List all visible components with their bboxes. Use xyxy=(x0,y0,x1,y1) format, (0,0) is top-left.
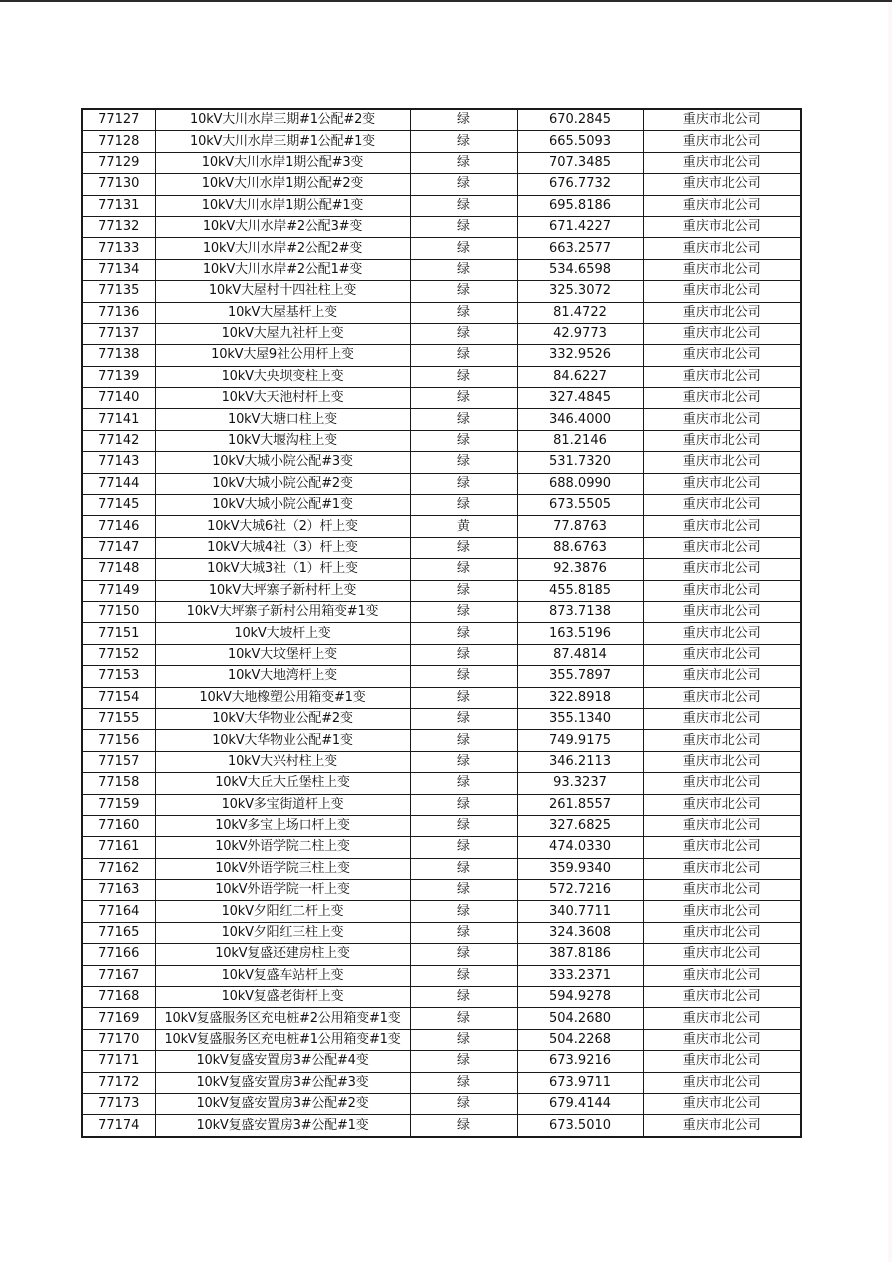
cell-warning-level: 绿 xyxy=(410,345,517,366)
table-row xyxy=(82,259,801,280)
cell-value: 474.0330 xyxy=(517,837,643,858)
cell-warning-level: 绿 xyxy=(410,708,517,729)
cell-transformer-name: 10kV大川水岸#2公配1#变 xyxy=(155,259,410,280)
cell-warning-level: 绿 xyxy=(410,131,517,152)
cell-transformer-name: 10kV复盛车站杆上变 xyxy=(155,965,410,986)
cell-value: 673.5010 xyxy=(517,1115,643,1137)
cell-id: 77143 xyxy=(82,452,155,473)
cell-warning-level: 绿 xyxy=(410,195,517,216)
cell-value: 688.0990 xyxy=(517,473,643,494)
cell-value: 81.4722 xyxy=(517,302,643,323)
table-row xyxy=(82,730,801,751)
cell-company: 重庆市北公司 xyxy=(643,323,801,344)
table-row xyxy=(82,195,801,216)
table-row xyxy=(82,1051,801,1072)
cell-company: 重庆市北公司 xyxy=(643,1072,801,1093)
cell-warning-level: 绿 xyxy=(410,922,517,943)
cell-warning-level: 绿 xyxy=(410,430,517,451)
cell-warning-level: 绿 xyxy=(410,987,517,1008)
cell-id: 77168 xyxy=(82,987,155,1008)
cell-transformer-name: 10kV大华物业公配#1变 xyxy=(155,730,410,751)
cell-transformer-name: 10kV复盛安置房3#公配#2变 xyxy=(155,1093,410,1114)
cell-company: 重庆市北公司 xyxy=(643,837,801,858)
cell-id: 77135 xyxy=(82,281,155,302)
cell-company: 重庆市北公司 xyxy=(643,366,801,387)
cell-company: 重庆市北公司 xyxy=(643,987,801,1008)
cell-value: 455.8185 xyxy=(517,580,643,601)
cell-transformer-name: 10kV大川水岸三期#1公配#2变 xyxy=(155,109,410,131)
cell-warning-level: 绿 xyxy=(410,238,517,259)
cell-transformer-name: 10kV大川水岸1期公配#2变 xyxy=(155,174,410,195)
cell-id: 77145 xyxy=(82,495,155,516)
table-row xyxy=(82,430,801,451)
table-row xyxy=(82,559,801,580)
cell-value: 163.5196 xyxy=(517,623,643,644)
cell-id: 77156 xyxy=(82,730,155,751)
cell-warning-level: 绿 xyxy=(410,901,517,922)
table-row xyxy=(82,516,801,537)
table-row xyxy=(82,1029,801,1050)
cell-transformer-name: 10kV大屋村十四社柱上变 xyxy=(155,281,410,302)
cell-warning-level: 绿 xyxy=(410,1072,517,1093)
table-row xyxy=(82,623,801,644)
cell-id: 77171 xyxy=(82,1051,155,1072)
table-row xyxy=(82,601,801,622)
cell-value: 92.3876 xyxy=(517,559,643,580)
cell-warning-level: 绿 xyxy=(410,965,517,986)
cell-transformer-name: 10kV夕阳红二杆上变 xyxy=(155,901,410,922)
table-row xyxy=(82,944,801,965)
cell-id: 77150 xyxy=(82,601,155,622)
table-row xyxy=(82,1093,801,1114)
cell-warning-level: 绿 xyxy=(410,388,517,409)
cell-warning-level: 绿 xyxy=(410,409,517,430)
cell-value: 534.6598 xyxy=(517,259,643,280)
table-row xyxy=(82,302,801,323)
cell-id: 77147 xyxy=(82,537,155,558)
table-row xyxy=(82,644,801,665)
cell-transformer-name: 10kV外语学院三柱上变 xyxy=(155,858,410,879)
cell-company: 重庆市北公司 xyxy=(643,537,801,558)
cell-transformer-name: 10kV大城6社（2）杆上变 xyxy=(155,516,410,537)
cell-company: 重庆市北公司 xyxy=(643,815,801,836)
transformer-table xyxy=(81,108,802,1138)
cell-company: 重庆市北公司 xyxy=(643,1008,801,1029)
cell-transformer-name: 10kV夕阳红三柱上变 xyxy=(155,922,410,943)
cell-warning-level: 绿 xyxy=(410,687,517,708)
table-row xyxy=(82,794,801,815)
cell-transformer-name: 10kV大屋9社公用杆上变 xyxy=(155,345,410,366)
cell-id: 77155 xyxy=(82,708,155,729)
cell-company: 重庆市北公司 xyxy=(643,559,801,580)
cell-transformer-name: 10kV多宝街道杆上变 xyxy=(155,794,410,815)
table-row xyxy=(82,174,801,195)
cell-transformer-name: 10kV大地湾杆上变 xyxy=(155,666,410,687)
cell-id: 77139 xyxy=(82,366,155,387)
cell-warning-level: 绿 xyxy=(410,366,517,387)
cell-id: 77144 xyxy=(82,473,155,494)
table-row xyxy=(82,109,801,131)
cell-id: 77170 xyxy=(82,1029,155,1050)
cell-warning-level: 绿 xyxy=(410,281,517,302)
cell-id: 77134 xyxy=(82,259,155,280)
cell-value: 594.9278 xyxy=(517,987,643,1008)
table-row xyxy=(82,666,801,687)
cell-company: 重庆市北公司 xyxy=(643,430,801,451)
cell-id: 77160 xyxy=(82,815,155,836)
cell-value: 504.2268 xyxy=(517,1029,643,1050)
cell-warning-level: 绿 xyxy=(410,858,517,879)
cell-value: 572.7216 xyxy=(517,880,643,901)
table-row xyxy=(82,858,801,879)
cell-warning-level: 绿 xyxy=(410,1029,517,1050)
cell-value: 261.8557 xyxy=(517,794,643,815)
cell-id: 77146 xyxy=(82,516,155,537)
table-body xyxy=(82,109,801,1137)
cell-company: 重庆市北公司 xyxy=(643,516,801,537)
cell-id: 77173 xyxy=(82,1093,155,1114)
cell-warning-level: 绿 xyxy=(410,537,517,558)
cell-transformer-name: 10kV大央坝变柱上变 xyxy=(155,366,410,387)
cell-transformer-name: 10kV大丘大丘堡柱上变 xyxy=(155,773,410,794)
cell-id: 77159 xyxy=(82,794,155,815)
cell-company: 重庆市北公司 xyxy=(643,259,801,280)
cell-warning-level: 绿 xyxy=(410,559,517,580)
cell-id: 77161 xyxy=(82,837,155,858)
cell-value: 673.9216 xyxy=(517,1051,643,1072)
cell-value: 88.6763 xyxy=(517,537,643,558)
cell-warning-level: 绿 xyxy=(410,880,517,901)
cell-id: 77174 xyxy=(82,1115,155,1137)
cell-company: 重庆市北公司 xyxy=(643,495,801,516)
cell-company: 重庆市北公司 xyxy=(643,880,801,901)
cell-transformer-name: 10kV大屋基杆上变 xyxy=(155,302,410,323)
cell-company: 重庆市北公司 xyxy=(643,794,801,815)
cell-value: 42.9773 xyxy=(517,323,643,344)
cell-value: 77.8763 xyxy=(517,516,643,537)
cell-transformer-name: 10kV外语学院一杆上变 xyxy=(155,880,410,901)
cell-warning-level: 绿 xyxy=(410,773,517,794)
cell-transformer-name: 10kV大坟堡杆上变 xyxy=(155,644,410,665)
cell-warning-level: 绿 xyxy=(410,323,517,344)
cell-transformer-name: 10kV大天池村杆上变 xyxy=(155,388,410,409)
cell-warning-level: 绿 xyxy=(410,666,517,687)
cell-warning-level: 黄 xyxy=(410,516,517,537)
cell-warning-level: 绿 xyxy=(410,1115,517,1137)
cell-warning-level: 绿 xyxy=(410,1093,517,1114)
cell-transformer-name: 10kV大塘口柱上变 xyxy=(155,409,410,430)
cell-id: 77142 xyxy=(82,430,155,451)
table-row xyxy=(82,409,801,430)
cell-id: 77131 xyxy=(82,195,155,216)
cell-transformer-name: 10kV大地橡塑公用箱变#1变 xyxy=(155,687,410,708)
cell-company: 重庆市北公司 xyxy=(643,216,801,237)
cell-transformer-name: 10kV大华物业公配#2变 xyxy=(155,708,410,729)
cell-company: 重庆市北公司 xyxy=(643,131,801,152)
table-row xyxy=(82,1008,801,1029)
cell-id: 77166 xyxy=(82,944,155,965)
cell-transformer-name: 10kV大城4社（3）杆上变 xyxy=(155,537,410,558)
cell-transformer-name: 10kV复盛安置房3#公配#1变 xyxy=(155,1115,410,1137)
cell-company: 重庆市北公司 xyxy=(643,152,801,173)
cell-transformer-name: 10kV大坪寨子新村公用箱变#1变 xyxy=(155,601,410,622)
cell-value: 355.7897 xyxy=(517,666,643,687)
cell-company: 重庆市北公司 xyxy=(643,345,801,366)
cell-value: 84.6227 xyxy=(517,366,643,387)
cell-value: 670.2845 xyxy=(517,109,643,131)
table-row xyxy=(82,987,801,1008)
cell-id: 77158 xyxy=(82,773,155,794)
cell-transformer-name: 10kV大城小院公配#1变 xyxy=(155,495,410,516)
cell-transformer-name: 10kV大川水岸#2公配2#变 xyxy=(155,238,410,259)
page-top-border xyxy=(0,0,892,2)
cell-company: 重庆市北公司 xyxy=(643,195,801,216)
cell-company: 重庆市北公司 xyxy=(643,1115,801,1137)
cell-company: 重庆市北公司 xyxy=(643,623,801,644)
cell-company: 重庆市北公司 xyxy=(643,922,801,943)
cell-id: 77138 xyxy=(82,345,155,366)
cell-company: 重庆市北公司 xyxy=(643,730,801,751)
cell-company: 重庆市北公司 xyxy=(643,965,801,986)
cell-warning-level: 绿 xyxy=(410,152,517,173)
cell-transformer-name: 10kV复盛还建房柱上变 xyxy=(155,944,410,965)
cell-company: 重庆市北公司 xyxy=(643,1093,801,1114)
cell-id: 77148 xyxy=(82,559,155,580)
cell-company: 重庆市北公司 xyxy=(643,644,801,665)
cell-warning-level: 绿 xyxy=(410,1008,517,1029)
table-row xyxy=(82,880,801,901)
cell-warning-level: 绿 xyxy=(410,794,517,815)
cell-company: 重庆市北公司 xyxy=(643,773,801,794)
cell-transformer-name: 10kV大川水岸#2公配3#变 xyxy=(155,216,410,237)
cell-company: 重庆市北公司 xyxy=(643,687,801,708)
cell-value: 673.5505 xyxy=(517,495,643,516)
table-row xyxy=(82,537,801,558)
cell-company: 重庆市北公司 xyxy=(643,944,801,965)
table-row xyxy=(82,281,801,302)
cell-id: 77140 xyxy=(82,388,155,409)
table-row xyxy=(82,1072,801,1093)
cell-value: 346.2113 xyxy=(517,751,643,772)
cell-id: 77165 xyxy=(82,922,155,943)
cell-company: 重庆市北公司 xyxy=(643,580,801,601)
cell-value: 676.7732 xyxy=(517,174,643,195)
cell-transformer-name: 10kV外语学院二柱上变 xyxy=(155,837,410,858)
table-row xyxy=(82,323,801,344)
cell-transformer-name: 10kV大城小院公配#3变 xyxy=(155,452,410,473)
cell-warning-level: 绿 xyxy=(410,751,517,772)
cell-warning-level: 绿 xyxy=(410,216,517,237)
cell-value: 324.3608 xyxy=(517,922,643,943)
cell-value: 663.2577 xyxy=(517,238,643,259)
cell-warning-level: 绿 xyxy=(410,109,517,131)
cell-company: 重庆市北公司 xyxy=(643,174,801,195)
cell-warning-level: 绿 xyxy=(410,174,517,195)
table-row xyxy=(82,773,801,794)
cell-transformer-name: 10kV大川水岸1期公配#1变 xyxy=(155,195,410,216)
cell-value: 504.2680 xyxy=(517,1008,643,1029)
cell-warning-level: 绿 xyxy=(410,815,517,836)
cell-company: 重庆市北公司 xyxy=(643,601,801,622)
cell-warning-level: 绿 xyxy=(410,495,517,516)
cell-value: 695.8186 xyxy=(517,195,643,216)
cell-id: 77133 xyxy=(82,238,155,259)
table-row xyxy=(82,837,801,858)
cell-transformer-name: 10kV大屋九社杆上变 xyxy=(155,323,410,344)
table-row xyxy=(82,388,801,409)
cell-company: 重庆市北公司 xyxy=(643,1029,801,1050)
cell-id: 77151 xyxy=(82,623,155,644)
cell-transformer-name: 10kV多宝上场口杆上变 xyxy=(155,815,410,836)
cell-transformer-name: 10kV大城小院公配#2变 xyxy=(155,473,410,494)
cell-id: 77149 xyxy=(82,580,155,601)
table-row xyxy=(82,152,801,173)
cell-value: 355.1340 xyxy=(517,708,643,729)
table-row xyxy=(82,473,801,494)
table-row xyxy=(82,687,801,708)
cell-value: 93.3237 xyxy=(517,773,643,794)
table-row xyxy=(82,452,801,473)
table-row xyxy=(82,708,801,729)
cell-value: 531.7320 xyxy=(517,452,643,473)
cell-transformer-name: 10kV复盛服务区充电桩#2公用箱变#1变 xyxy=(155,1008,410,1029)
cell-value: 673.9711 xyxy=(517,1072,643,1093)
cell-id: 77127 xyxy=(82,109,155,131)
cell-company: 重庆市北公司 xyxy=(643,109,801,131)
cell-id: 77141 xyxy=(82,409,155,430)
cell-value: 707.3485 xyxy=(517,152,643,173)
table-row xyxy=(82,815,801,836)
cell-value: 387.8186 xyxy=(517,944,643,965)
cell-company: 重庆市北公司 xyxy=(643,302,801,323)
table-row xyxy=(82,345,801,366)
cell-id: 77153 xyxy=(82,666,155,687)
cell-id: 77154 xyxy=(82,687,155,708)
cell-value: 327.4845 xyxy=(517,388,643,409)
cell-warning-level: 绿 xyxy=(410,259,517,280)
cell-id: 77152 xyxy=(82,644,155,665)
cell-value: 325.3072 xyxy=(517,281,643,302)
table-row xyxy=(82,580,801,601)
cell-value: 346.4000 xyxy=(517,409,643,430)
cell-id: 77130 xyxy=(82,174,155,195)
cell-transformer-name: 10kV大坡杆上变 xyxy=(155,623,410,644)
cell-transformer-name: 10kV大川水岸三期#1公配#1变 xyxy=(155,131,410,152)
cell-warning-level: 绿 xyxy=(410,730,517,751)
cell-warning-level: 绿 xyxy=(410,644,517,665)
cell-id: 77136 xyxy=(82,302,155,323)
cell-value: 873.7138 xyxy=(517,601,643,622)
cell-warning-level: 绿 xyxy=(410,452,517,473)
cell-company: 重庆市北公司 xyxy=(643,452,801,473)
cell-value: 749.9175 xyxy=(517,730,643,751)
table-row xyxy=(82,901,801,922)
cell-transformer-name: 10kV大兴村柱上变 xyxy=(155,751,410,772)
cell-value: 333.2371 xyxy=(517,965,643,986)
cell-id: 77164 xyxy=(82,901,155,922)
cell-value: 359.9340 xyxy=(517,858,643,879)
cell-company: 重庆市北公司 xyxy=(643,751,801,772)
cell-value: 665.5093 xyxy=(517,131,643,152)
cell-company: 重庆市北公司 xyxy=(643,473,801,494)
cell-value: 679.4144 xyxy=(517,1093,643,1114)
cell-value: 322.8918 xyxy=(517,687,643,708)
cell-warning-level: 绿 xyxy=(410,302,517,323)
cell-company: 重庆市北公司 xyxy=(643,388,801,409)
table-row xyxy=(82,1115,801,1137)
cell-warning-level: 绿 xyxy=(410,623,517,644)
cell-value: 81.2146 xyxy=(517,430,643,451)
cell-company: 重庆市北公司 xyxy=(643,708,801,729)
table-row xyxy=(82,366,801,387)
cell-warning-level: 绿 xyxy=(410,944,517,965)
cell-company: 重庆市北公司 xyxy=(643,409,801,430)
cell-warning-level: 绿 xyxy=(410,473,517,494)
cell-warning-level: 绿 xyxy=(410,837,517,858)
cell-company: 重庆市北公司 xyxy=(643,666,801,687)
cell-transformer-name: 10kV大川水岸1期公配#3变 xyxy=(155,152,410,173)
table-row xyxy=(82,216,801,237)
cell-transformer-name: 10kV复盛老街杆上变 xyxy=(155,987,410,1008)
table-row xyxy=(82,131,801,152)
cell-company: 重庆市北公司 xyxy=(643,1051,801,1072)
cell-value: 671.4227 xyxy=(517,216,643,237)
cell-transformer-name: 10kV复盛服务区充电桩#1公用箱变#1变 xyxy=(155,1029,410,1050)
cell-transformer-name: 10kV复盛安置房3#公配#3变 xyxy=(155,1072,410,1093)
cell-value: 87.4814 xyxy=(517,644,643,665)
cell-warning-level: 绿 xyxy=(410,601,517,622)
cell-id: 77157 xyxy=(82,751,155,772)
table-row xyxy=(82,922,801,943)
cell-id: 77163 xyxy=(82,880,155,901)
table-row xyxy=(82,238,801,259)
cell-transformer-name: 10kV大堰沟柱上变 xyxy=(155,430,410,451)
cell-transformer-name: 10kV复盛安置房3#公配#4变 xyxy=(155,1051,410,1072)
cell-id: 77129 xyxy=(82,152,155,173)
cell-company: 重庆市北公司 xyxy=(643,281,801,302)
cell-warning-level: 绿 xyxy=(410,580,517,601)
cell-id: 77167 xyxy=(82,965,155,986)
cell-transformer-name: 10kV大坪寨子新村杆上变 xyxy=(155,580,410,601)
table-row xyxy=(82,495,801,516)
table-row xyxy=(82,751,801,772)
cell-company: 重庆市北公司 xyxy=(643,238,801,259)
cell-value: 332.9526 xyxy=(517,345,643,366)
cell-id: 77132 xyxy=(82,216,155,237)
cell-id: 77128 xyxy=(82,131,155,152)
cell-id: 77162 xyxy=(82,858,155,879)
cell-transformer-name: 10kV大城3社（1）杆上变 xyxy=(155,559,410,580)
cell-value: 340.7711 xyxy=(517,901,643,922)
cell-id: 77172 xyxy=(82,1072,155,1093)
cell-value: 327.6825 xyxy=(517,815,643,836)
cell-company: 重庆市北公司 xyxy=(643,901,801,922)
table-row xyxy=(82,965,801,986)
page-right-edge xyxy=(888,2,892,1262)
cell-id: 77137 xyxy=(82,323,155,344)
cell-id: 77169 xyxy=(82,1008,155,1029)
cell-warning-level: 绿 xyxy=(410,1051,517,1072)
cell-company: 重庆市北公司 xyxy=(643,858,801,879)
